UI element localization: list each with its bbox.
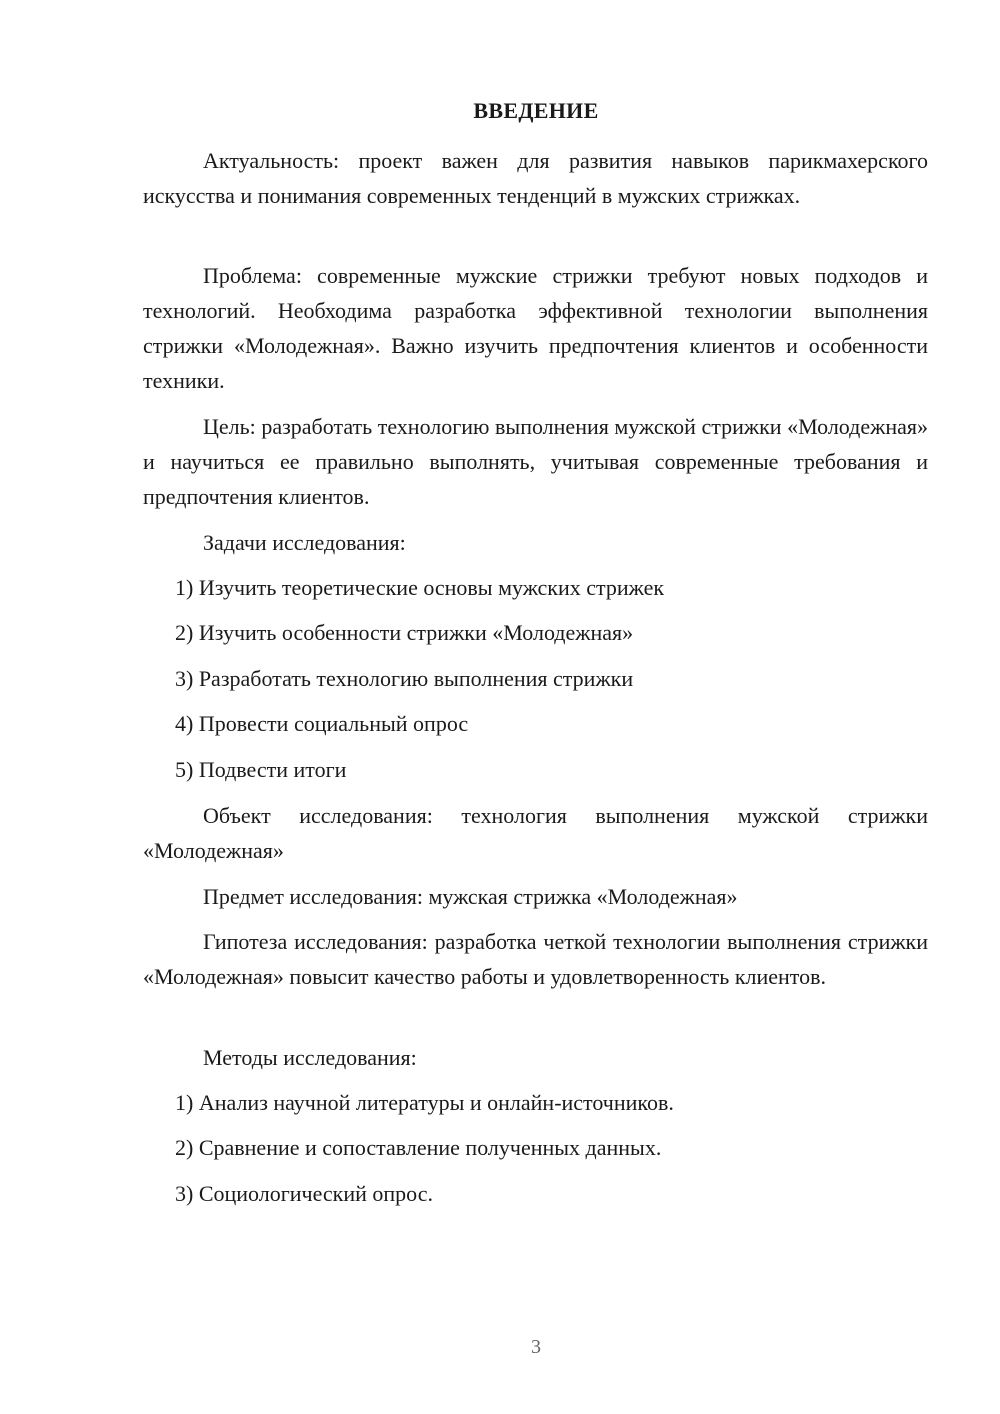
subject-paragraph: Предмет исследования: мужская стрижка «Молодежная»	[203, 884, 738, 909]
task-item: 1) Изучить теоретические основы мужских стрижек	[175, 575, 665, 600]
task-item: 4) Провести социальный опрос	[175, 711, 469, 736]
tasks-heading: Задачи исследования:	[203, 530, 406, 555]
relevance-paragraph: Актуальность: проект важен для развития навыков парикмахерского искусства и понимания современных тенденций в мужских стрижках.	[143, 148, 928, 208]
method-item: 1) Анализ научной литературы и онлайн-источников.	[175, 1090, 674, 1115]
task-item: 5) Подвести итоги	[175, 757, 347, 782]
page-number: 3	[531, 1336, 541, 1358]
method-item: 3) Социологический опрос.	[175, 1181, 433, 1206]
task-item: 3) Разработать технологию выполнения стрижки	[175, 666, 634, 691]
object-paragraph: Объект исследования: технология выполнения мужской стрижки «Молодежная»	[143, 803, 928, 863]
methods-heading: Методы исследования:	[203, 1045, 417, 1070]
goal-paragraph: Цель: разработать технологию выполнения мужской стрижки «Молодежная» и научиться ее правильно выполнять, учитывая современные требования и предпочтения клиентов.	[143, 414, 928, 509]
method-item: 2) Сравнение и сопоставление полученных данных.	[175, 1135, 662, 1160]
hypothesis-paragraph: Гипотеза исследования: разработка четкой технологии выполнения стрижки «Молодежная» повысит качество работы и удовлетворенность клиентов.	[143, 929, 928, 989]
task-item: 2) Изучить особенности стрижки «Молодежная»	[175, 620, 634, 645]
page-title: ВВЕДЕНИЕ	[473, 98, 599, 123]
problem-paragraph: Проблема: современные мужские стрижки требуют новых подходов и технологий. Необходима разработка эффективной технологии выполнения стрижки «Молодежная». Важно изучить предпочтения клиентов и особенности техники.	[143, 263, 928, 393]
